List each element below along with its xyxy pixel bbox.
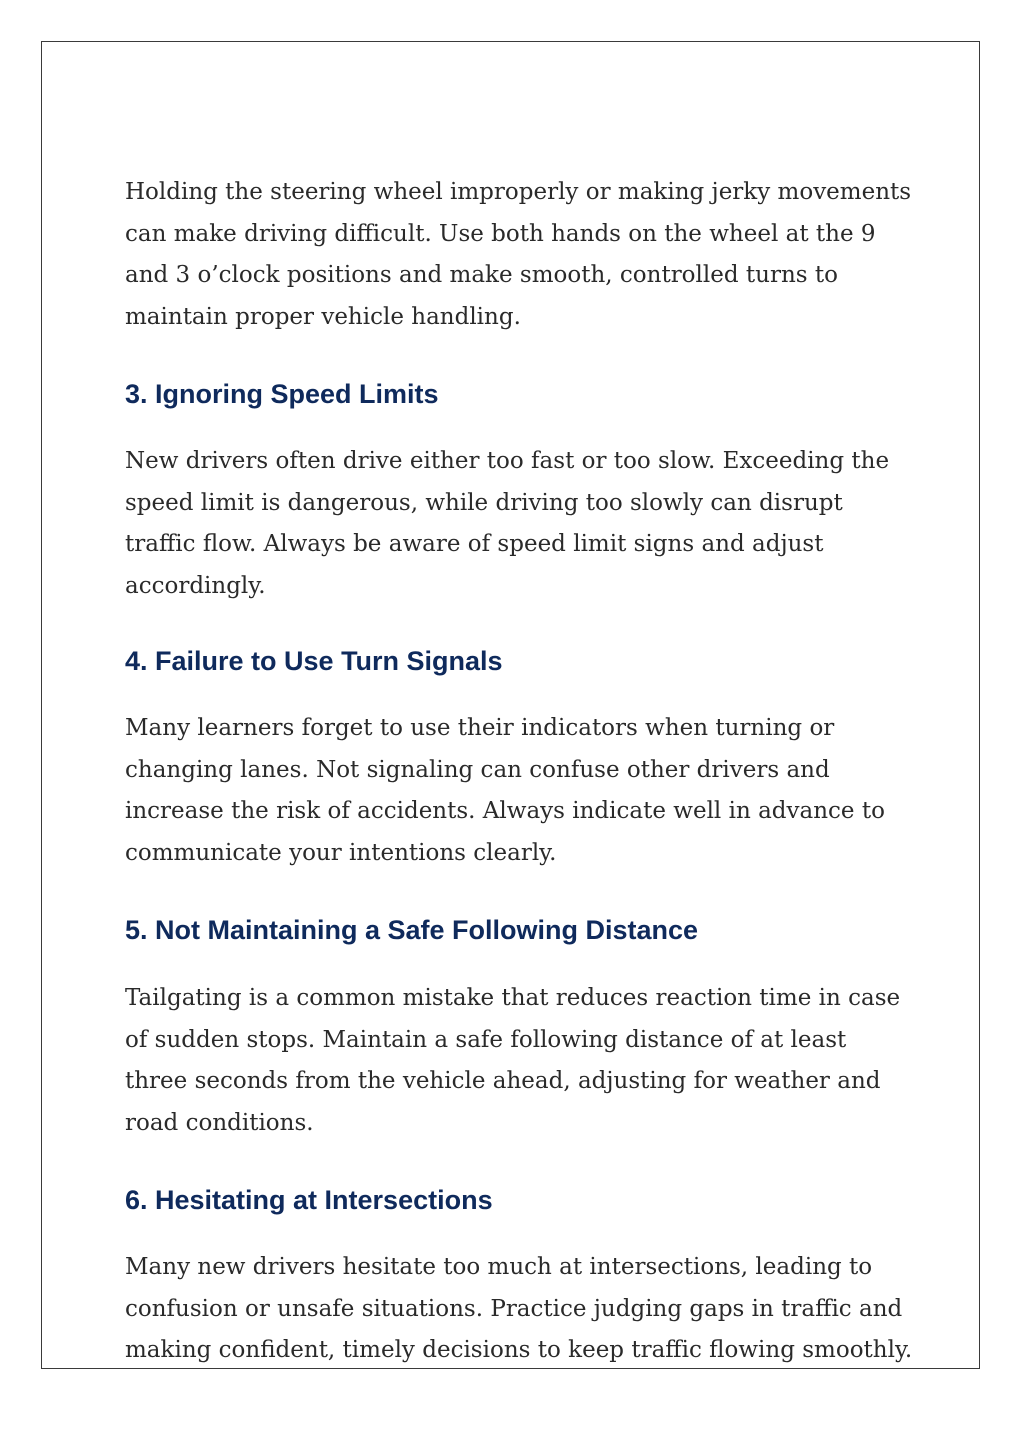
section-body-turn-signals: Many learners forget to use their indicators when turning or changing lanes. Not signaling can confuse other drivers and increase the risk of accidents. Always indicate well in advance to communicate your intentions clearly.	[125, 715, 885, 866]
document-content	[125, 172, 915, 1372]
section-heading-turn-signals: 4. Failure to Use Turn Signals	[125, 646, 503, 676]
section-heading-following-distance: 5. Not Maintaining a Safe Following Distance	[125, 915, 699, 945]
section-body-following-distance: Tailgating is a common mistake that reduces reaction time in case of sudden stops. Maintain a safe following distance of at least three seconds from the vehicle ahead, adjusting for weather and road conditions.	[125, 985, 901, 1136]
section-body-intersections: Many new drivers hesitate too much at intersections, leading to confusion or unsafe situations. Practice judging gaps in traffic and making confident, timely decisions to keep traffic flowing smoothly.	[125, 1254, 913, 1363]
section-heading-speed-limits: 3. Ignoring Speed Limits	[125, 379, 439, 409]
section-body-speed-limits: New drivers often drive either too fast or too slow. Exceeding the speed limit is dangerous, while driving too slowly can disrupt traffic flow. Always be aware of speed limit signs and adjust accordingly.	[125, 448, 890, 599]
section-heading-intersections: 6. Hesitating at Intersections	[125, 1185, 493, 1215]
intro-paragraph: Holding the steering wheel improperly or making jerky movements can make driving difficult. Use both hands on the wheel at the 9 and 3 o’clock positions and make smooth, controlled turns to maintain proper vehicle handling.	[125, 179, 912, 330]
document-page	[41, 41, 980, 1369]
